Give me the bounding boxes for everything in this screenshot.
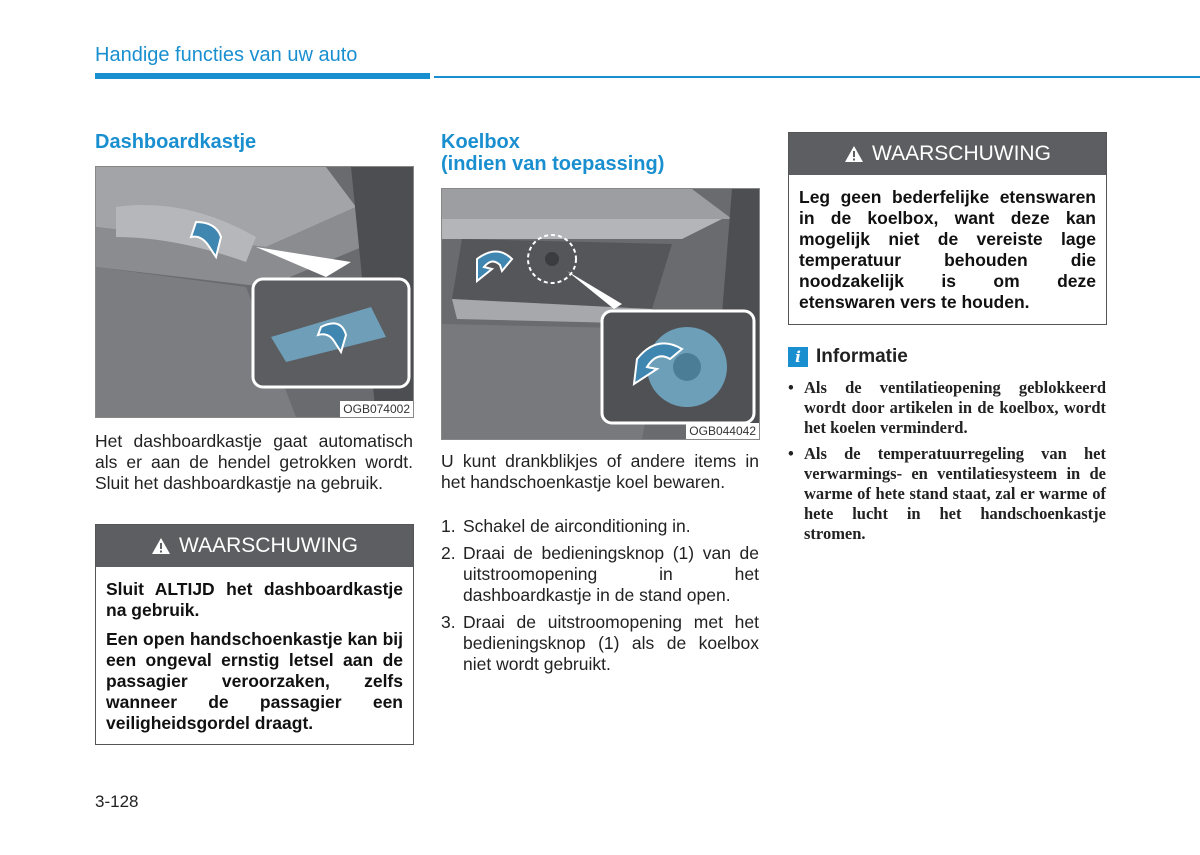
glovebox-figure: [95, 166, 414, 418]
warning-body: [96, 567, 413, 752]
glovebox-illustration: [96, 167, 413, 417]
bullet-icon: •: [788, 378, 794, 397]
coolbox-heading-line1: Koelbox: [441, 131, 520, 153]
step-text: Draai de uitstroomopening met het bedieningsknop (1) als de koelbox niet wordt gebruikt.: [463, 612, 759, 674]
info-item: [788, 378, 1106, 438]
step-item: [441, 516, 759, 537]
info-list: [788, 378, 1106, 550]
glovebox-heading: Dashboardkastje: [95, 131, 257, 153]
warning-title: WAARSCHUWING: [179, 534, 358, 557]
glovebox-description: Het dashboardkastje gaat automatisch als er aan de hendel getrokken wordt. Sluit het dashboardkastje na gebruik.: [95, 431, 413, 493]
glovebox-warning-box: [95, 524, 414, 745]
bullet-icon: •: [788, 444, 794, 463]
info-title: Informatie: [816, 346, 908, 367]
warning-header: [96, 525, 413, 567]
coolbox-heading: [441, 131, 664, 175]
header-rule-thin: [434, 76, 1200, 78]
coolbox-illustration: [442, 189, 759, 439]
running-header: Handige functies van uw auto: [95, 44, 358, 66]
warning-header: [789, 133, 1106, 175]
coolbox-warning-box: [788, 132, 1107, 325]
page-number: 3-128: [95, 792, 139, 811]
info-icon: i: [788, 347, 808, 367]
warning-title: WAARSCHUWING: [872, 142, 1051, 165]
info-item-text: Als de ventilatieopening geblokkeerd wordt door artikelen in de koelbox, wordt het koelen verminderd.: [804, 378, 1106, 437]
coolbox-description: U kunt drankblikjes of andere items in het handschoenkastje koel bewaren.: [441, 451, 759, 492]
info-item: [788, 444, 1106, 544]
header-rule-thick: [95, 73, 430, 79]
warning-triangle-icon: [151, 537, 171, 555]
figure-code: OGB074002: [340, 401, 413, 417]
info-heading: [788, 346, 908, 368]
warning-text: Leg geen bederfelijke etenswaren in de koelbox, want deze kan mogelijk niet de vereiste lage temperatuur behouden die noodzakelijk is om deze etenswaren vers te houden.: [799, 187, 1096, 312]
step-number: 2.: [441, 543, 456, 563]
coolbox-steps: [441, 516, 759, 681]
step-number: 3.: [441, 612, 456, 632]
step-number: 1.: [441, 516, 456, 536]
step-text: Draai de bedieningsknop (1) van de uitstroomopening in het dashboardkastje in de stand open.: [463, 543, 759, 605]
info-item-text: Als de temperatuurregeling van het verwarmings- en ventilatiesysteem in de warme of hete stand staat, zal er warme of hete lucht in het handschoenkastje stromen.: [804, 444, 1106, 543]
figure-code: OGB044042: [686, 423, 759, 439]
warning-body: [789, 175, 1106, 331]
coolbox-figure: [441, 188, 760, 440]
step-item: [441, 543, 759, 606]
warning-text-2: Een open handschoenkastje kan bij een ongeval ernstig letsel aan de passagier veroorzaken, zelfs wanneer de passagier een veiligheidsgordel draagt.: [106, 629, 403, 733]
step-item: [441, 612, 759, 675]
warning-triangle-icon: [844, 145, 864, 163]
coolbox-heading-line2: (indien van toepassing): [441, 153, 665, 175]
warning-text-1: Sluit ALTIJD het dashboardkastje na gebruik.: [106, 579, 403, 620]
step-text: Schakel de airconditioning in.: [463, 516, 691, 536]
